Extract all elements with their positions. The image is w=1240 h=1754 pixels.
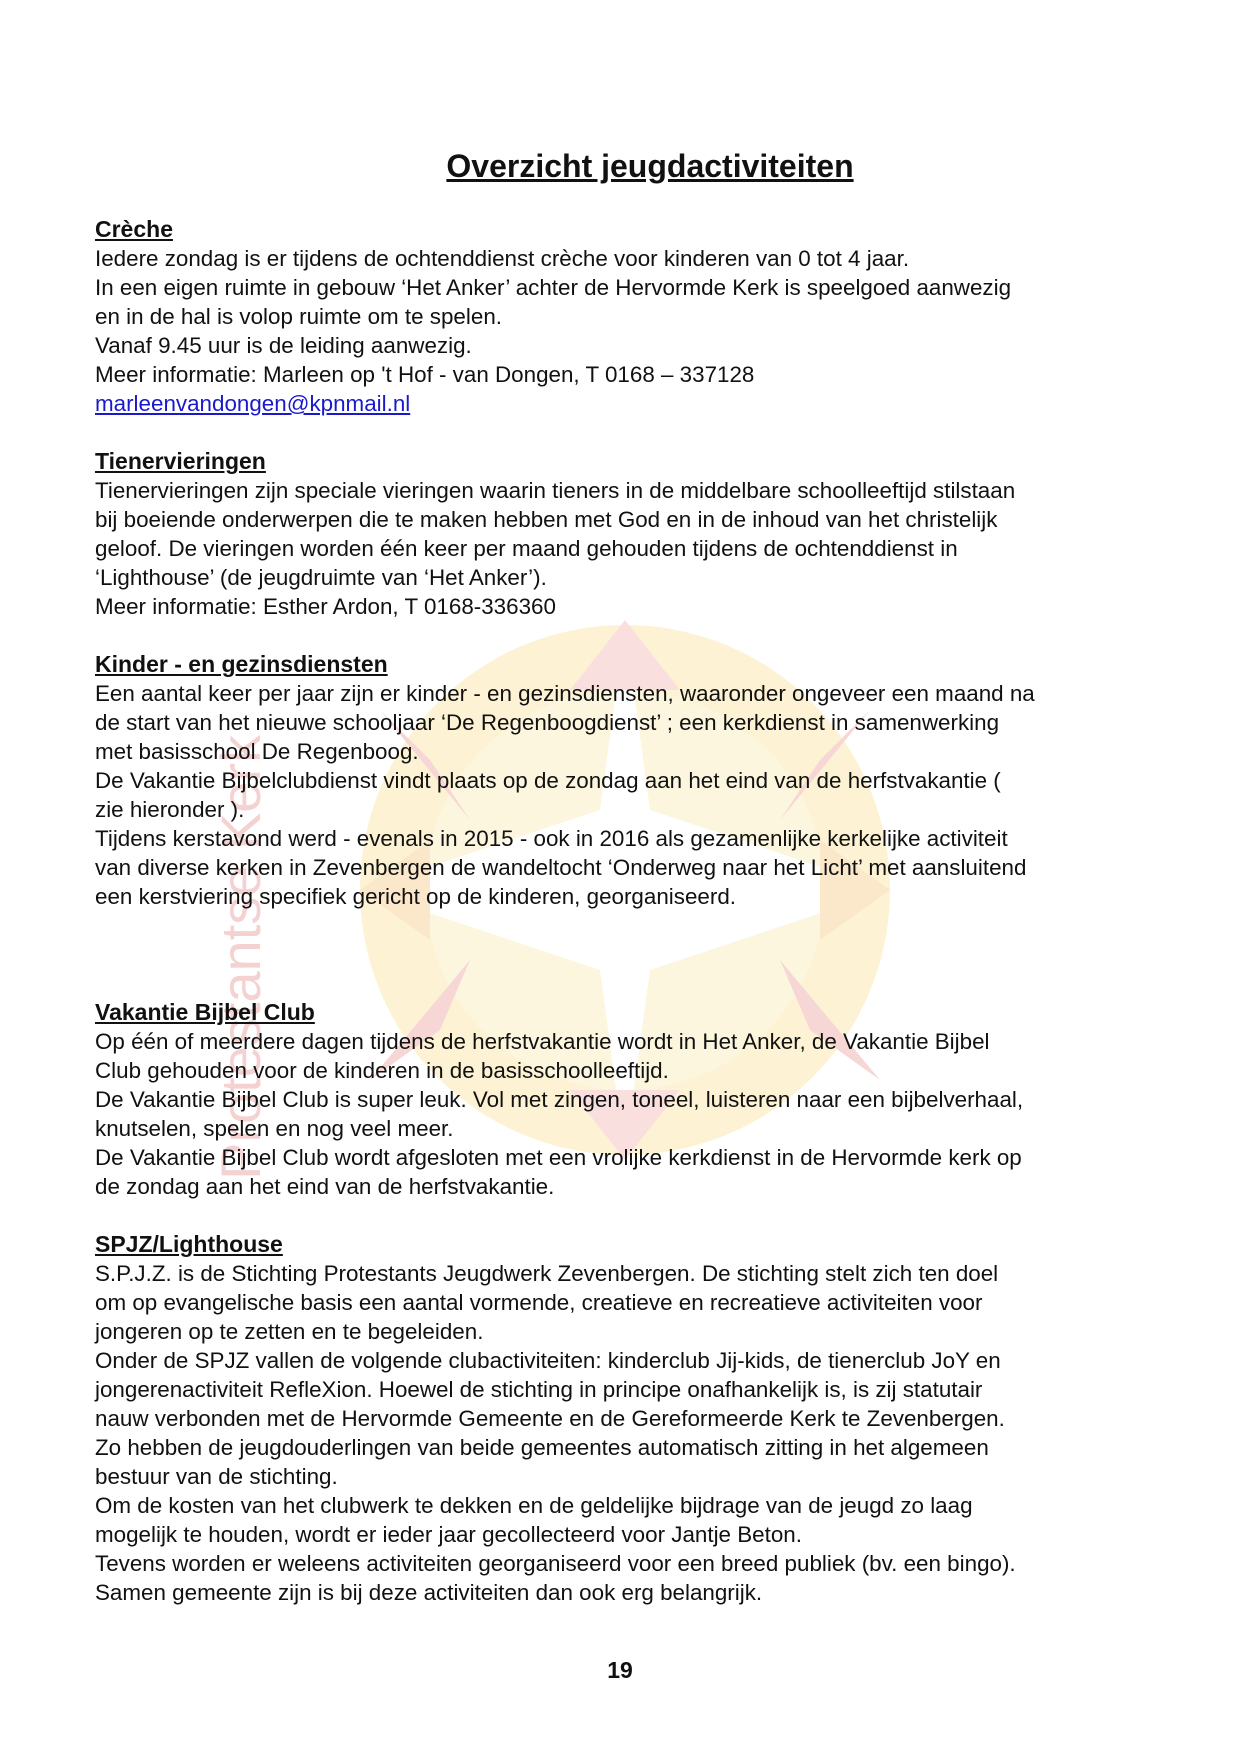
line: een kerstviering specifiek gericht op de kinderen, georganiseerd. [95,884,736,909]
line: Tijdens kerstavond werd - evenals in 2015 - ook in 2016 als gezamenlijke kerkelijke activiteit [95,826,1008,851]
section-heading: SPJZ/Lighthouse [95,1231,283,1257]
page-title: Overzicht jeugdactiviteiten [446,148,854,184]
line: Onder de SPJZ vallen de volgende clubactiviteiten: kinderclub Jij-kids, de tienerclub JoY en [95,1348,1001,1373]
line: S.P.J.Z. is de Stichting Protestants Jeugdwerk Zevenbergen. De stichting stelt zich ten doel [95,1261,999,1286]
line: bij boeiende onderwerpen die te maken hebben met God en in de inhoud van het christelijk [95,507,998,532]
line: Zo hebben de jeugdouderlingen van beide gemeentes automatisch zitting in het algemeen [95,1435,989,1460]
spacer [95,940,1155,998]
content [95,140,1155,1636]
section-vakantie-bijbel-club [95,998,1155,1201]
section-heading: Crèche [95,216,173,242]
line: bestuur van de stichting. [95,1464,338,1489]
section-creche [95,215,1155,418]
line: zie hieronder ). [95,797,245,822]
line: met basisschool De Regenboog. [95,739,419,764]
section-kinder-gezinsdiensten [95,650,1155,911]
line: Een aantal keer per jaar zijn er kinder - en gezinsdiensten, waaronder ongeveer een maand na [95,681,1035,706]
section-heading: Tienervieringen [95,448,266,474]
section-heading: Vakantie Bijbel Club [95,999,315,1025]
line: Iedere zondag is er tijdens de ochtenddienst crèche voor kinderen van 0 tot 4 jaar. [95,246,910,271]
line: Samen gemeente zijn is bij deze activiteiten dan ook erg belangrijk. [95,1580,763,1605]
watermark-text: Protestantse Kerk [209,734,272,1180]
section-heading: Kinder - en gezinsdiensten [95,651,388,677]
section-spjz-lighthouse [95,1230,1155,1607]
line: geloof. De vieringen worden één keer per maand gehouden tijdens de ochtenddienst in [95,536,958,561]
line: Op één of meerdere dagen tijdens de herfstvakantie wordt in Het Anker, de Vakantie Bijbel [95,1029,990,1054]
line: Vanaf 9.45 uur is de leiding aanwezig. [95,333,472,358]
line: Meer informatie: Marleen op 't Hof - van Dongen, T 0168 – 337128 [95,362,755,387]
line: Om de kosten van het clubwerk te dekken en de geldelijke bijdrage van de jeugd zo laag [95,1493,973,1518]
line: ‘Lighthouse’ (de jeugdruimte van ‘Het Anker’). [95,565,547,590]
line: en in de hal is volop ruimte om te spelen. [95,304,502,329]
line: mogelijk te houden, wordt er ieder jaar gecollecteerd voor Jantje Beton. [95,1522,802,1547]
line: De Vakantie Bijbel Club wordt afgesloten met een vrolijke kerkdienst in de Hervormde kerk op [95,1145,1022,1170]
line: jongeren op te zetten en te begeleiden. [95,1319,484,1344]
line: Tevens worden er weleens activiteiten georganiseerd voor een breed publiek (bv. een bingo). [95,1551,1016,1576]
line: Tienervieringen zijn speciale vieringen waarin tieners in de middelbare schoolleeftijd stilstaan [95,478,1016,503]
section-tienervieringen [95,447,1155,621]
page-number: 19 [607,1657,633,1683]
line: van diverse kerken in Zevenbergen de wandeltocht ‘Onderweg naar het Licht’ met aansluitend [95,855,1027,880]
line: In een eigen ruimte in gebouw ‘Het Anker’ achter de Hervormde Kerk is speelgoed aanwezig [95,275,1012,300]
line: om op evangelische basis een aantal vormende, creatieve en recreatieve activiteiten voor [95,1290,983,1315]
email-link[interactable]: marleenvandongen@kpnmail.nl [95,391,411,416]
line: Club gehouden voor de kinderen in de basisschoolleeftijd. [95,1058,669,1083]
line: jongerenactiviteit RefleXion. Hoewel de stichting in principe onafhankelijk is, is zij statutair [95,1377,983,1402]
line: De Vakantie Bijbelclubdienst vindt plaats op de zondag aan het eind van de herfstvakantie ( [95,768,1001,793]
line: knutselen, spelen en nog veel meer. [95,1116,454,1141]
line: nauw verbonden met de Hervormde Gemeente en de Gereformeerde Kerk te Zevenbergen. [95,1406,1005,1431]
line: De Vakantie Bijbel Club is super leuk. Vol met zingen, toneel, luisteren naar een bijbelverhaal, [95,1087,1024,1112]
line: de zondag aan het eind van de herfstvakantie. [95,1174,555,1199]
line: Meer informatie: Esther Ardon, T 0168-336360 [95,594,556,619]
line: de start van het nieuwe schooljaar ‘De Regenboogdienst’ ; een kerkdienst in samenwerking [95,710,1000,735]
